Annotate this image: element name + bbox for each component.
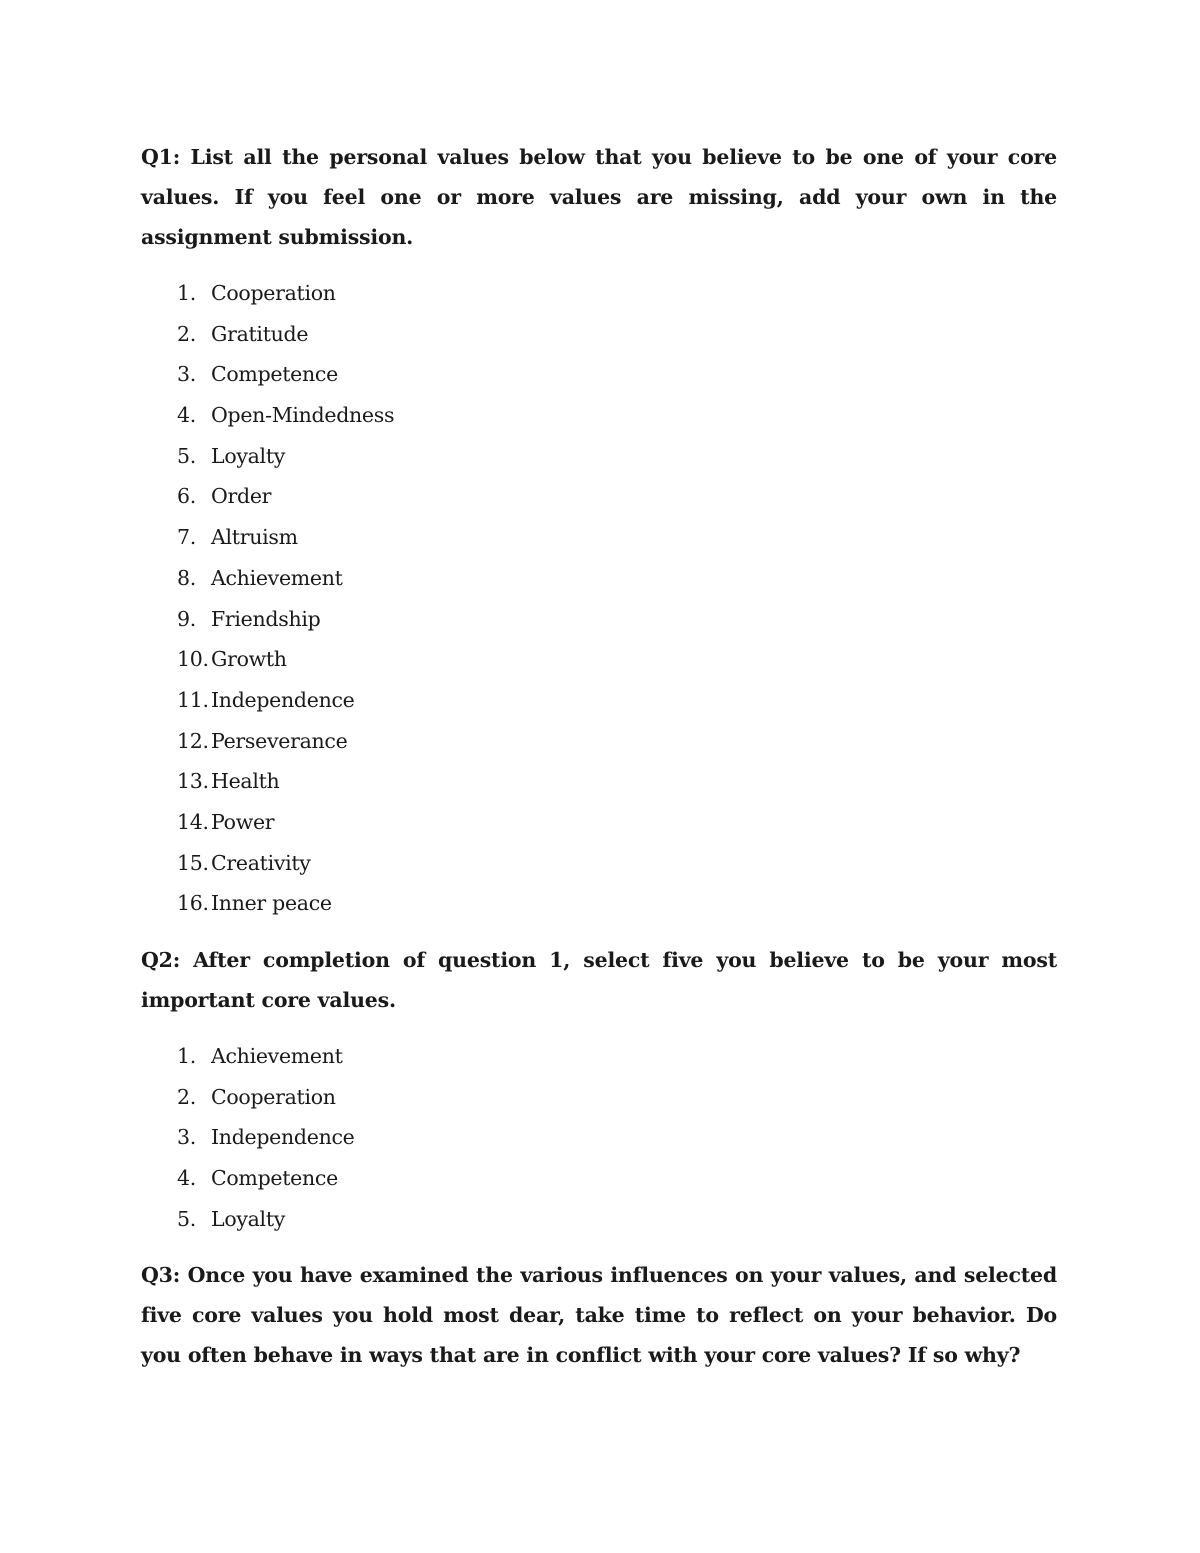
list-item-text: Order <box>211 484 272 509</box>
list-item-number: 15. <box>177 850 209 875</box>
list-item-text: Independence <box>211 1125 355 1150</box>
list-item-number: 13. <box>177 769 209 794</box>
list-item-text: Gratitude <box>211 321 309 346</box>
list-item-number: 6. <box>177 484 196 509</box>
list-item-text: Cooperation <box>211 1084 336 1109</box>
list-item-number: 5. <box>177 1206 196 1231</box>
list-item <box>141 1077 1057 1118</box>
question-1-prompt: Q1: List all the personal values below that you believe to be one of your core values. If you feel one or more values are missing, add your own in the assignment submission. <box>141 145 1057 249</box>
list-item <box>141 1199 1057 1240</box>
list-item-number: 11. <box>177 687 209 712</box>
question-2-top-five-list <box>141 1036 1057 1239</box>
list-item-number: 3. <box>177 1125 196 1150</box>
list-item-number: 4. <box>177 1166 196 1191</box>
list-item <box>141 843 1057 884</box>
document-page <box>141 137 1057 1375</box>
list-item <box>141 314 1057 355</box>
list-item <box>141 354 1057 395</box>
list-item <box>141 1036 1057 1077</box>
list-item-text: Competence <box>211 1166 338 1191</box>
list-item <box>141 680 1057 721</box>
question-2-prompt: Q2: After completion of question 1, select five you believe to be your most important core values. <box>141 948 1057 1012</box>
list-item-number: 3. <box>177 362 196 387</box>
list-item-text: Open-Mindedness <box>211 403 395 428</box>
list-item-number: 1. <box>177 281 196 305</box>
list-item-text: Power <box>211 809 275 834</box>
list-item-number: 1. <box>177 1044 196 1068</box>
list-item-number: 10. <box>177 647 209 672</box>
list-item-text: Perseverance <box>211 728 348 753</box>
list-item-text: Growth <box>211 647 287 672</box>
list-item <box>141 395 1057 436</box>
list-item-number: 9. <box>177 606 196 631</box>
list-item <box>141 802 1057 843</box>
list-item-text: Loyalty <box>211 443 286 468</box>
list-item <box>141 599 1057 640</box>
list-item-text: Achievement <box>211 565 343 590</box>
list-item-number: 2. <box>177 321 196 346</box>
list-item <box>141 721 1057 762</box>
list-item <box>141 1158 1057 1199</box>
list-item <box>141 883 1057 924</box>
list-item-text: Inner peace <box>211 891 332 916</box>
list-item <box>141 558 1057 599</box>
list-item-text: Friendship <box>211 606 321 631</box>
list-item-number: 8. <box>177 565 196 590</box>
list-item <box>141 436 1057 477</box>
list-item-text: Cooperation <box>211 281 336 305</box>
list-item-text: Achievement <box>211 1044 343 1068</box>
list-item-text: Independence <box>211 687 355 712</box>
list-item-text: Competence <box>211 362 338 387</box>
list-item <box>141 1117 1057 1158</box>
list-item-number: 5. <box>177 443 196 468</box>
list-item-number: 4. <box>177 403 196 428</box>
list-item-number: 2. <box>177 1084 196 1109</box>
question-3-prompt: Q3: Once you have examined the various influences on your values, and selected five core values you hold most dear, take time to reflect on your behavior. Do you often behave in ways that are in conflict with your core values? If so why? <box>141 1263 1057 1368</box>
list-item <box>141 476 1057 517</box>
list-item-number: 12. <box>177 728 209 753</box>
list-item <box>141 517 1057 558</box>
list-item-text: Creativity <box>211 850 311 875</box>
list-item-number: 16. <box>177 891 209 916</box>
list-item <box>141 761 1057 802</box>
list-item-text: Altruism <box>211 525 298 550</box>
list-item <box>141 273 1057 314</box>
list-item-text: Health <box>211 769 280 794</box>
list-item <box>141 639 1057 680</box>
list-item-number: 14. <box>177 809 209 834</box>
question-1-values-list <box>141 273 1057 924</box>
list-item-number: 7. <box>177 525 196 550</box>
list-item-text: Loyalty <box>211 1206 286 1231</box>
